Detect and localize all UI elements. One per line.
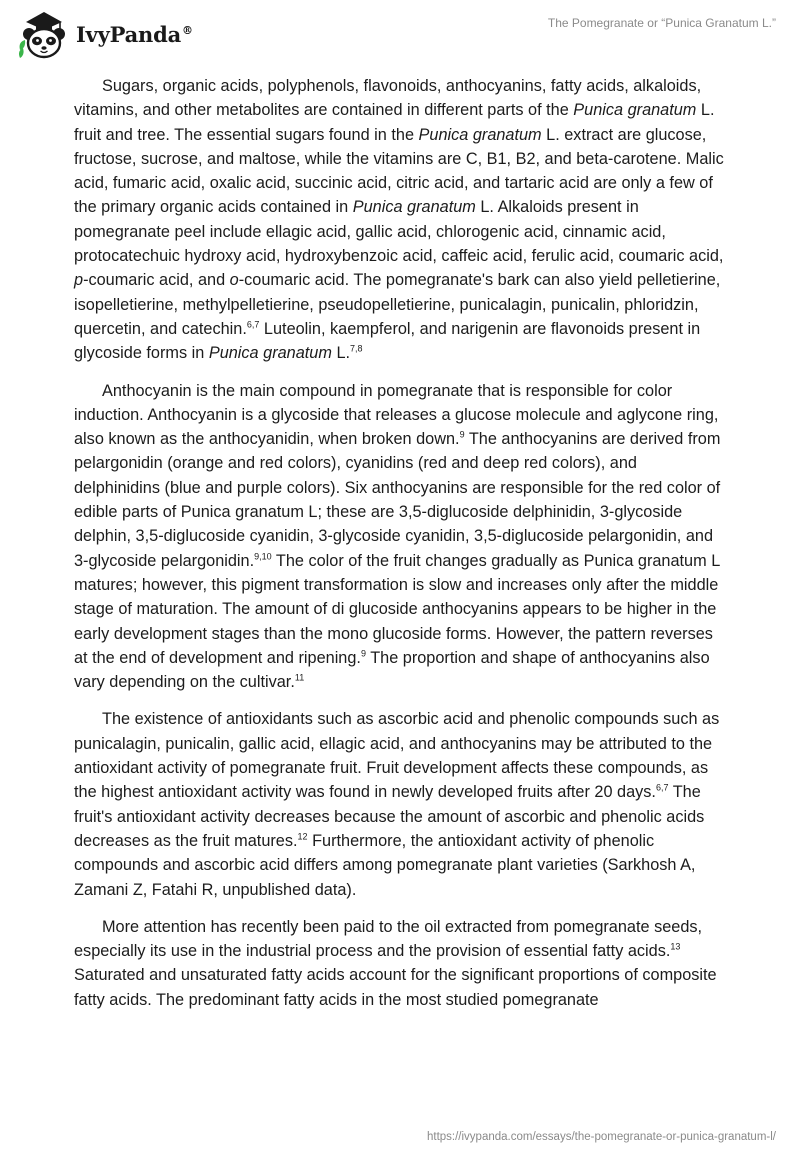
text-run: L. fruit and tree. The essential sugars found in the xyxy=(74,101,715,144)
species-name-italic: Punica granatum xyxy=(573,101,697,120)
text-run: -coumaric acid. The pomegranate's bark can also yield pelletierine, isopelletierine, methylpelletierine, pseudopelletierine, punicalagin, punicalin, phloridzin, quercetin, and catechin. xyxy=(74,271,721,338)
species-name-italic: p xyxy=(74,271,84,290)
paragraph-3 xyxy=(74,707,726,901)
citation-ref: 11 xyxy=(294,672,305,683)
text-run: More attention has recently been paid to the oil extracted from pomegranate seeds, especially its use in the industrial process and the provision of essential fatty acids. xyxy=(74,917,703,961)
paragraph-4 xyxy=(74,915,726,1012)
text-run: The proportion and shape of anthocyanins also vary depending on the cultivar. xyxy=(74,648,710,692)
text-run: Anthocyanin is the main compound in pomegranate that is responsible for color induction. Anthocyanin is a glycoside that releases a glucose molecule and aglycone ring, also known as the anthocyanidin, when broken down. xyxy=(74,381,719,449)
text-run: The existence of antioxidants such as ascorbic acid and phenolic compounds such as punicalagin, punicalin, gallic acid, ellagic acid, and anthocyanins may be attributed to the antioxidant activity of pomegranate fruit. Fruit development affects these compounds, as the highest antioxidant activity was found in newly developed fruits after 20 days. xyxy=(74,710,720,802)
species-name-italic: Punica granatum xyxy=(418,125,542,144)
citation-ref: 9 xyxy=(459,429,465,440)
text-run: L. xyxy=(331,344,351,363)
text-run: The anthocyanins are derived from pelargonidin (orange and red colors), cyanidins (red and deep red colors), and delphinidins (blue and purple colors). Six anthocyanins are responsible for the red color of edible parts of Punica granatum L; these are 3,5-diglucoside delphinidin, 3-glycoside delphin, 3,5-diglucoside cyanidin, 3-glycoside cyanidin, 3,5-diglucoside pelargonidin, and 3-glycoside pelargonidin. xyxy=(74,430,721,570)
text-run: L. Alkaloids present in pomegranate peel include ellagic acid, gallic acid, chlorogenic acid, cinnamic acid, protocatechuic hydroxy acid, hydroxybenzoic acid, caffeic acid, ferulic acid, coumaric acid, xyxy=(74,198,724,266)
text-run: The color of the fruit changes gradually as Punica granatum L matures; however, this pigment transformation is slow and increases only after the middle stage of maturation. The amount of di glucoside anthocyanins appears to be higher in the early development stages than the mono glucoside forms. However, the pattern reverses at the end of development and ripening. xyxy=(74,551,720,667)
text-run: The fruit's antioxidant activity decreases because the amount of ascorbic and phenolic acids decreases as the fruit matures. xyxy=(74,783,705,850)
brand-logo[interactable] xyxy=(16,8,193,60)
citation-ref: 9,10 xyxy=(254,551,272,562)
brand-name: IvyPanda® xyxy=(76,21,193,47)
paragraph-1 xyxy=(74,74,726,366)
text-run: -coumaric acid, and xyxy=(83,271,230,290)
text-run: L. extract are glucose, fructose, sucrose, and maltose, while the vitamins are C, B1, B2, and beta-carotene. Malic acid, fumaric acid, oxalic acid, succinic acid, citric acid, and tartaric acid are only a few of the primary organic acids contained in xyxy=(74,125,724,217)
species-name-italic: Punica granatum xyxy=(352,198,476,217)
species-name-italic: o xyxy=(229,271,239,290)
text-run: Saturated and unsaturated fatty acids account for the significant proportions of composite fatty acids. The predominant fatty acids in the most studied pomegranate xyxy=(74,966,717,1009)
essay-body xyxy=(74,74,726,1025)
citation-ref: 9 xyxy=(360,648,366,659)
citation-ref: 12 xyxy=(297,831,308,842)
citation-ref: 6,7 xyxy=(246,319,260,330)
running-title: The Pomegranate or “Punica Granatum L.” xyxy=(547,16,776,30)
paragraph-2 xyxy=(74,379,726,695)
citation-ref: 6,7 xyxy=(655,782,669,793)
source-url[interactable]: https://ivypanda.com/essays/the-pomegranate-or-punica-granatum-l/ xyxy=(426,1131,776,1143)
page-header xyxy=(0,0,800,64)
text-run: Luteolin, kaempferol, and narigenin are flavonoids present in glycoside forms in xyxy=(74,319,701,363)
registered-mark: ® xyxy=(182,23,193,37)
panda-graduate-icon xyxy=(16,8,72,60)
text-run: Sugars, organic acids, polyphenols, flavonoids, anthocyanins, fatty acids, alkaloids, vitamins, and other metabolites are contained in different parts of the xyxy=(74,77,702,120)
citation-ref: 13 xyxy=(670,941,681,952)
species-name-italic: Punica granatum xyxy=(208,344,332,363)
text-run: Furthermore, the antioxidant activity of phenolic compounds and ascorbic acid differs among pomegranate plant varieties (Sarkhosh A, Zamani Z, Fatahi R, unpublished data). xyxy=(74,831,696,899)
citation-ref: 7,8 xyxy=(350,343,363,354)
